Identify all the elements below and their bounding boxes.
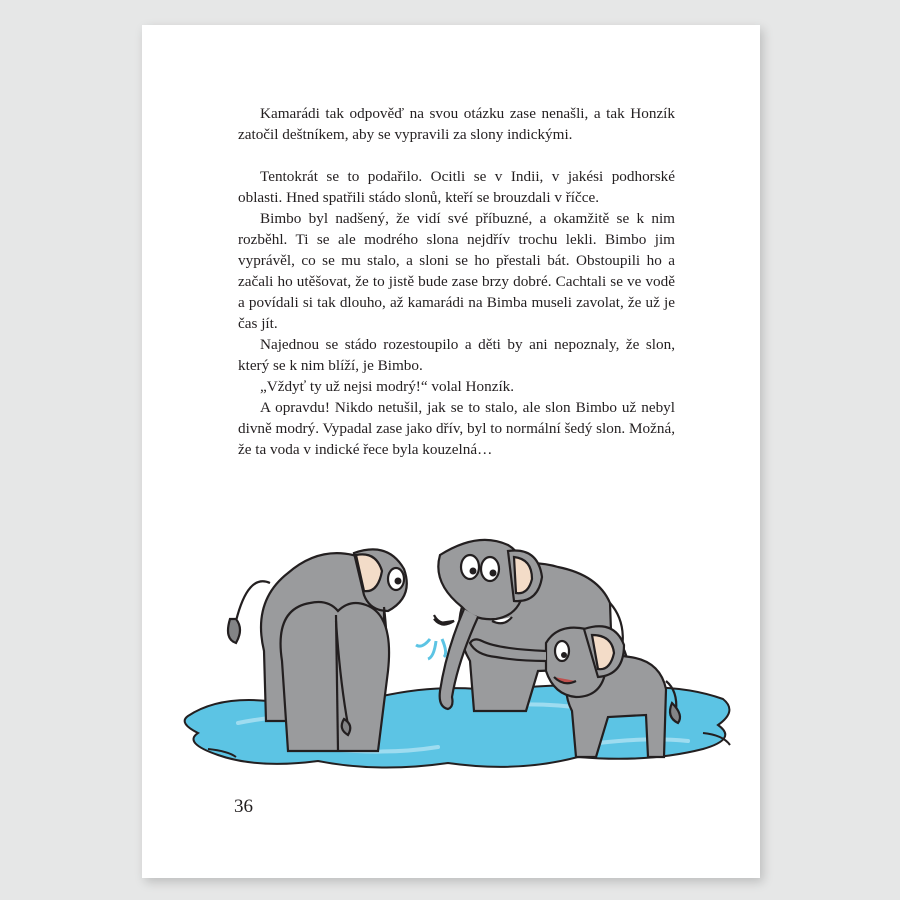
book-page (142, 25, 760, 878)
paragraph: Kamarádi tak odpověď na svou otázku zase nenašli, a tak Honzík zatočil deštníkem, aby se vypravili za slony indickými. (238, 105, 675, 143)
paragraph: Najednou se stádo rozestoupilo a děti by ani nepoznaly, že slon, který se k nim blíží, je Bimbo. (238, 336, 675, 374)
elephants-in-water-illustration (178, 511, 738, 781)
paragraph: Tentokrát se to podařilo. Ocitli se v Indii, v jakési podhorské oblasti. Hned spatřili stádo slonů, kteří se brouzdali v říčce. (238, 168, 675, 206)
page-number: 36 (234, 796, 253, 817)
paragraph: Bimbo byl nadšený, že vidí své příbuzné, a okamžitě se k nim rozběhl. Ti se ale modrého slona nejdřív trochu lekli. Bimbo jim vyprávěl, co se mu stalo, a sloni se ho přestali bát. Obstoupili ho a začali ho utěšovat, že to jistě bude zase brzy dobré. Cachtali se ve vodě a povídali si tak dlouho, až kamarádi na Bimba museli zavolat, že už je čas jít. (238, 210, 675, 332)
paragraph: „Vždyť ty už nejsi modrý!“ volal Honzík. (260, 378, 515, 395)
story-text (238, 103, 675, 460)
paragraph: A opravdu! Nikdo netušil, jak se to stalo, ale slon Bimbo už nebyl divně modrý. Vypadal zase jako dřív, byl to normální šedý slon. Možná, že ta voda v indické řece byla kouzelná… (238, 399, 675, 458)
elephant-rear (281, 602, 390, 751)
